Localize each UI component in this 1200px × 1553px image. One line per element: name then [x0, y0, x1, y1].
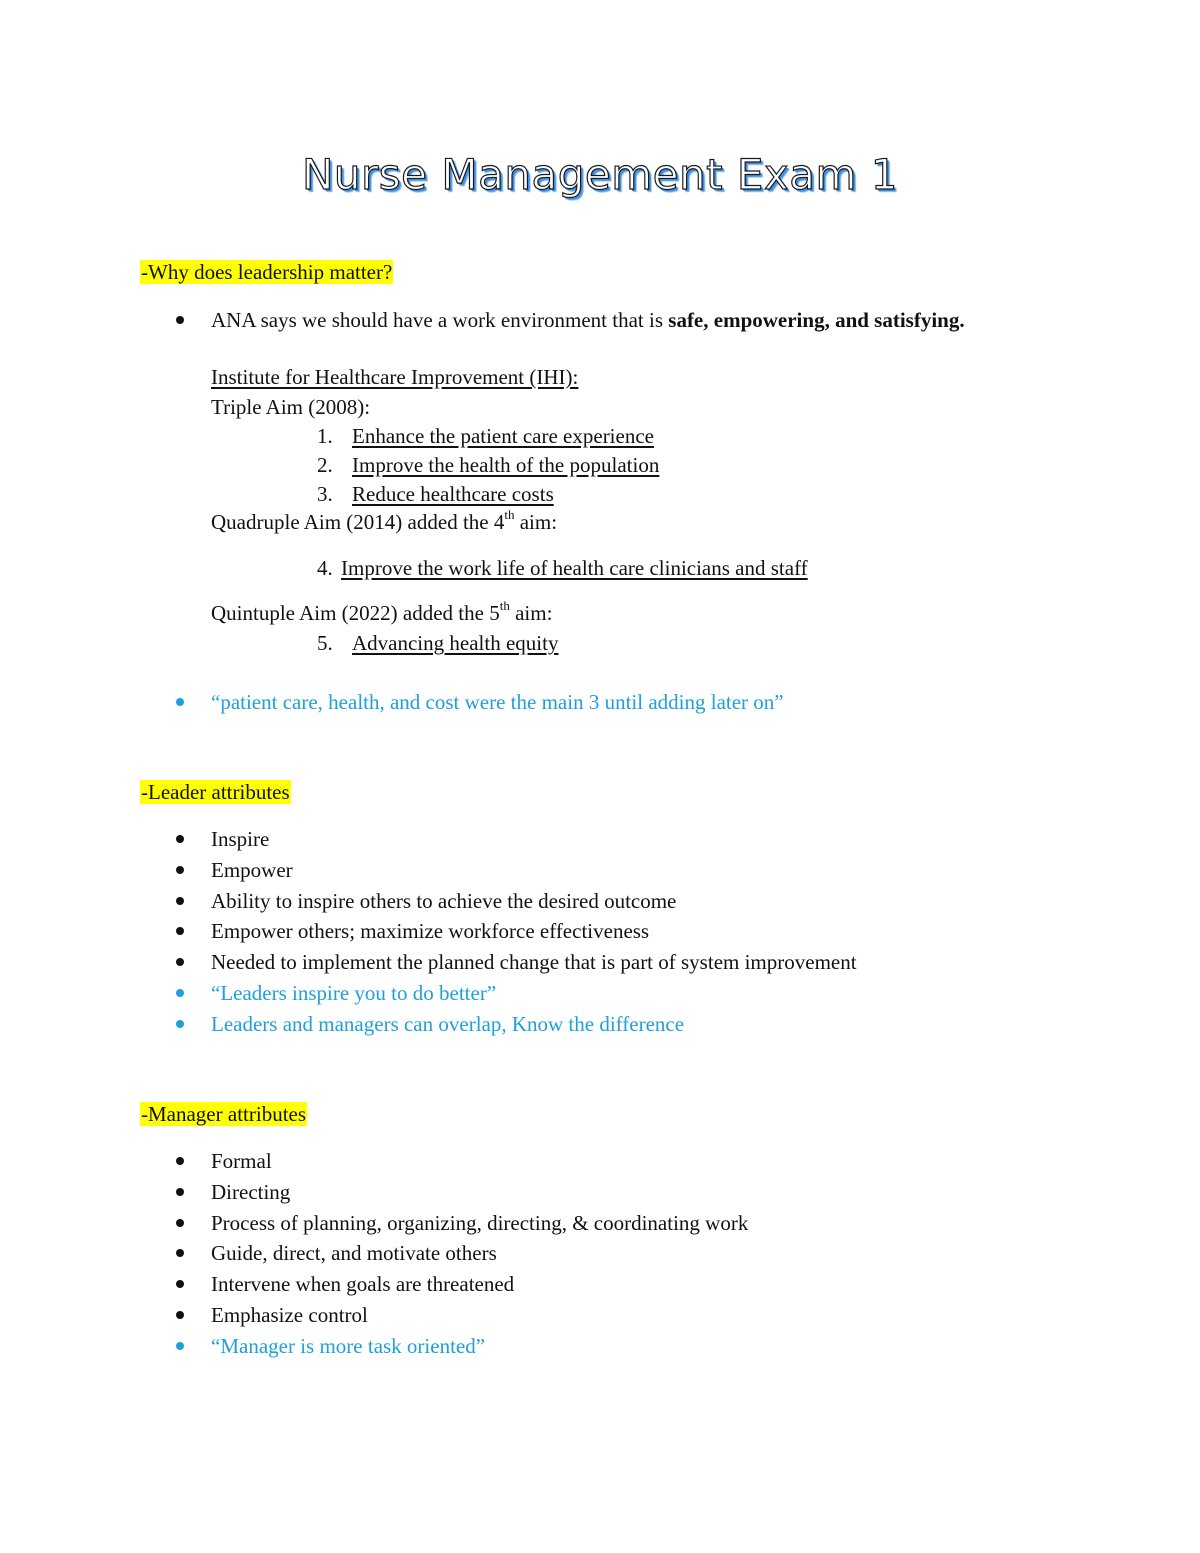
bullet-icon	[176, 958, 184, 966]
section-heading-why	[140, 259, 393, 285]
heading-highlight: -Leader attributes	[141, 780, 290, 804]
aim-text: Enhance the patient care experience	[352, 424, 654, 448]
aim-text: Reduce healthcare costs	[352, 482, 554, 506]
document-page: Nurse Management Exam 1 -Why does leadership matter? ANA says we should have a work environment that is safe, empowering, and satisfying. Institute for Healthcare Improvement (IHI): Triple Aim (2008): 1. Enhance the patient care experience 2. Improve the health of the population 3. Reduce healthcare costs Quadruple Aim (2014) added the 4th aim: 4. Improve the work life of health care clinicians and staff Quintuple Aim (2022) added the 5th aim: 5. Advancing health equity “patient care, health, and cost were the main 3 until adding later on” -Leader attributes Inspire Empower Ability to inspire others to achieve the desired outcome Empower others; maximize workforce effectiveness Needed to implement the planned change that is part of system improvement “Leaders inspire you to do better” Leaders and managers can overlap, Know the difference -Manager attributes Formal Directing Process of planning, organizing, directing, & coordinating work Guide, direct, and motivate others Intervene when goals are threatened Emphasize control “Manager is more task oriented”	[0, 0, 1200, 1553]
section-heading-leader	[140, 779, 291, 805]
aim-text: Improve the health of the population	[352, 453, 660, 477]
bullet-icon	[176, 897, 184, 905]
bullet-icon	[176, 989, 184, 997]
bullet-icon	[176, 835, 184, 843]
triple-aim-label: Triple Aim (2008):	[211, 395, 371, 419]
bullet-icon	[176, 1249, 184, 1257]
aim-text: Improve the work life of health care clinicians and staff	[341, 556, 808, 580]
bullet-icon	[176, 927, 184, 935]
aim-number: 2.	[317, 453, 333, 477]
bullet-icon	[176, 1188, 184, 1196]
document-title: Nurse Management Exam 1	[301, 150, 898, 199]
heading-highlight: -Why does leadership matter?	[141, 260, 393, 284]
bullet-icon	[176, 1157, 184, 1165]
aim-number: 3.	[317, 482, 333, 506]
aim-number: 5.	[317, 631, 333, 655]
bullet-icon	[176, 698, 184, 706]
aim-number: 4.	[317, 556, 333, 580]
bullet-icon	[176, 1311, 184, 1319]
aim-number: 1.	[317, 424, 333, 448]
ihi-label: Institute for Healthcare Improvement (IHI):	[211, 365, 579, 389]
ana-bold-phrase: safe, empowering, and satisfying.	[668, 308, 965, 332]
bullet-icon	[176, 1342, 184, 1350]
bullet-icon	[176, 1219, 184, 1227]
quadruple-aim-label: Quadruple Aim (2014) added the 4th aim:	[211, 507, 558, 534]
note-text: “patient care, health, and cost were the main 3 until adding later on”	[211, 690, 784, 714]
ana-statement: ANA says we should have a work environment that is	[211, 308, 669, 332]
heading-highlight: -Manager attributes	[141, 1102, 307, 1126]
bullet-icon	[176, 1280, 184, 1288]
section-heading-manager	[140, 1101, 307, 1127]
bullet-icon	[176, 316, 184, 324]
aim-text: Advancing health equity	[352, 631, 559, 655]
quintuple-aim-label: Quintuple Aim (2022) added the 5th aim:	[211, 598, 553, 625]
bullet-icon	[176, 1020, 184, 1028]
bullet-icon	[176, 866, 184, 874]
